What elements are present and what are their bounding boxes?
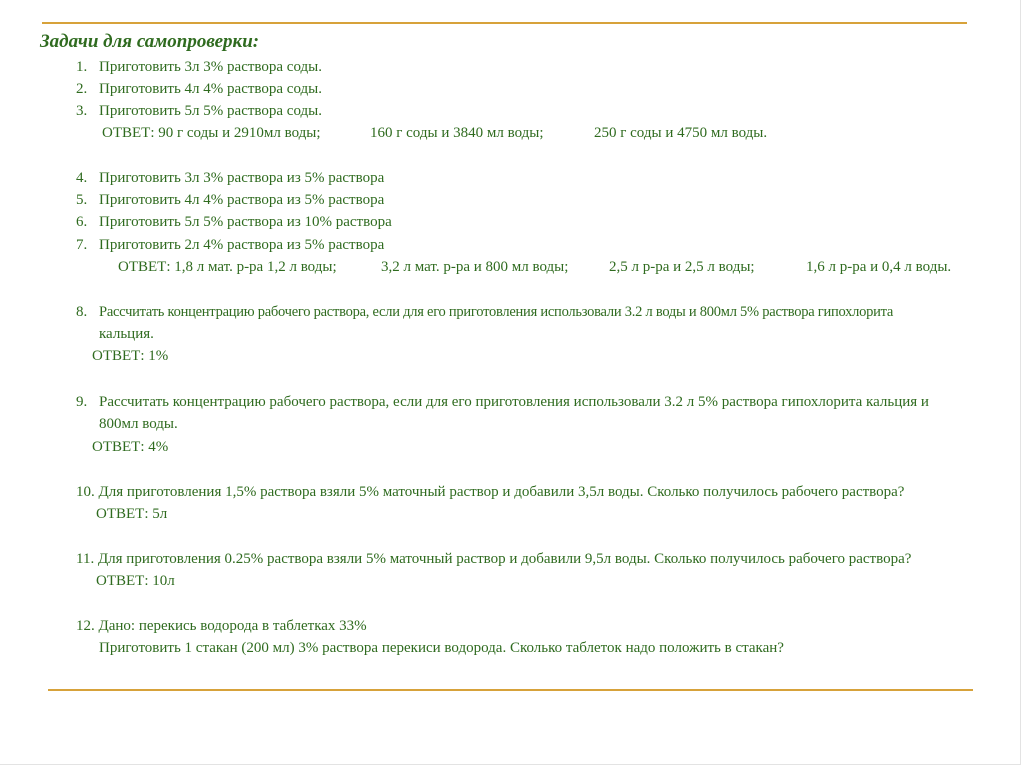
item-text: Приготовить 2л 4% раствора из 5% раствора bbox=[99, 237, 385, 253]
item-text-continuation: Приготовить 1 стакан (200 мл) 3% раствора перекиси водорода. Сколько таблеток надо положить в стакан? bbox=[99, 640, 784, 656]
item-text: Приготовить 4л 4% раствора соды. bbox=[99, 81, 322, 97]
item-text: Приготовить 4л 4% раствора из 5% раствора bbox=[99, 192, 385, 208]
answer-text: ОТВЕТ: 10л bbox=[96, 573, 175, 589]
item-number: 9. bbox=[76, 394, 88, 410]
item-text: Рассчитать концентрацию рабочего раствора, если для его приготовления использовали 3.2 л 5% раствора гипохлорита кальция и bbox=[99, 394, 929, 410]
item-number: 1. bbox=[76, 59, 88, 75]
item-number: 4. bbox=[76, 170, 88, 186]
answer-text: 250 г соды и 4750 мл воды. bbox=[594, 125, 768, 141]
answer-text: ОТВЕТ: 4% bbox=[92, 439, 169, 455]
item-number: 8. bbox=[76, 304, 88, 320]
item-number: 6. bbox=[76, 214, 88, 230]
top-divider bbox=[42, 22, 967, 24]
item-number: 7. bbox=[76, 237, 88, 253]
slide-title: Задачи для самопроверки: bbox=[40, 31, 260, 52]
answer-text: 1,6 л р-ра и 0,4 л воды. bbox=[806, 259, 952, 275]
item-number: 2. bbox=[76, 81, 88, 97]
item-text: Приготовить 5л 5% раствора соды. bbox=[99, 103, 322, 119]
item-text-continuation: 800мл воды. bbox=[99, 416, 178, 432]
answer-text: ОТВЕТ: 5л bbox=[96, 506, 168, 522]
list-item: 12. Дано: перекись водорода в таблетках 33% bbox=[76, 618, 367, 634]
item-text: Приготовить 3л 3% раствора соды. bbox=[99, 59, 322, 75]
answer-text: 3,2 л мат. р-ра и 800 мл воды; bbox=[381, 259, 569, 275]
item-number: 5. bbox=[76, 192, 88, 208]
bottom-divider bbox=[48, 689, 973, 691]
item-number: 3. bbox=[76, 103, 88, 119]
answer-text: 160 г соды и 3840 мл воды; bbox=[370, 125, 544, 141]
list-item: 11. Для приготовления 0.25% раствора взяли 5% маточный раствор и добавили 9,5л воды. Сколько получилось рабочего раствора? bbox=[76, 551, 912, 567]
list-item: 10. Для приготовления 1,5% раствора взяли 5% маточный раствор и добавили 3,5л воды. Сколько получилось рабочего раствора? bbox=[76, 484, 905, 500]
item-text: Рассчитать концентрацию рабочего раствора, если для его приготовления использовали 3.2 л воды и 800мл 5% раствора гипохлорита bbox=[99, 304, 894, 320]
answer-text: ОТВЕТ: 1% bbox=[92, 348, 169, 364]
answer-text: ОТВЕТ: 90 г соды и 2910мл воды; bbox=[102, 125, 321, 141]
answer-text: ОТВЕТ: 1,8 л мат. р-ра 1,2 л воды; bbox=[118, 259, 337, 275]
item-text: Приготовить 3л 3% раствора из 5% раствора bbox=[99, 170, 385, 186]
item-text: Приготовить 5л 5% раствора из 10% раствора bbox=[99, 214, 392, 230]
item-text-continuation: кальция. bbox=[99, 326, 154, 342]
answer-text: 2,5 л р-ра и 2,5 л воды; bbox=[609, 259, 755, 275]
